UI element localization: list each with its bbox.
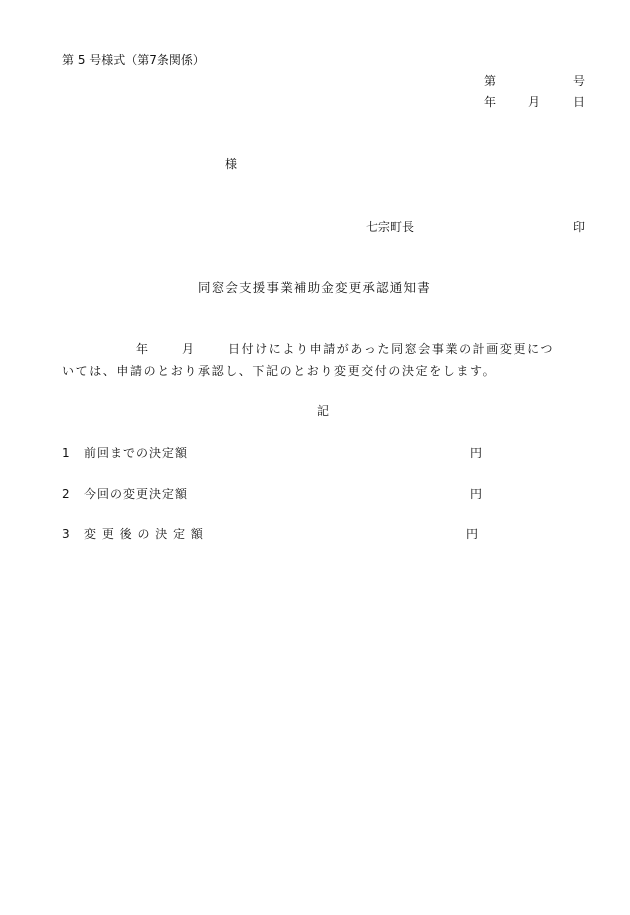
item-1-number: 1: [62, 446, 70, 460]
date-year: 年: [484, 95, 497, 109]
date-day: 日: [573, 95, 586, 109]
body-line-1: 日付けにより申請があった同窓会事業の計画変更につ: [228, 342, 555, 356]
doc-number-suffix: 号: [573, 74, 586, 88]
item-2-label: 今回の変更決定額: [84, 487, 189, 501]
item-3-label: 変 更 後 の 決 定 額: [84, 527, 204, 541]
body-line-2: いては、申請のとおり承認し、下記のとおり変更交付の決定をします。: [62, 364, 497, 378]
item-3-unit: 円: [466, 527, 479, 541]
body-year: 年: [136, 342, 149, 356]
document-title: 同窓会支援事業補助金変更承認通知書: [198, 280, 431, 295]
body-month: 月: [182, 342, 195, 356]
date-month: 月: [528, 95, 541, 109]
doc-number-prefix: 第: [484, 74, 497, 88]
item-1-label: 前回までの決定額: [84, 446, 189, 460]
item-1-unit: 円: [470, 446, 483, 460]
item-3-number: 3: [62, 527, 70, 541]
item-2-unit: 円: [470, 487, 483, 501]
ki-heading: 記: [317, 404, 330, 418]
form-number: 第 5 号様式（第7条関係）: [62, 53, 205, 67]
item-2-number: 2: [62, 487, 70, 501]
issuer-seal: 印: [573, 220, 586, 234]
issuer-name: 七宗町長: [366, 220, 415, 234]
addressee-suffix: 様: [225, 157, 238, 171]
